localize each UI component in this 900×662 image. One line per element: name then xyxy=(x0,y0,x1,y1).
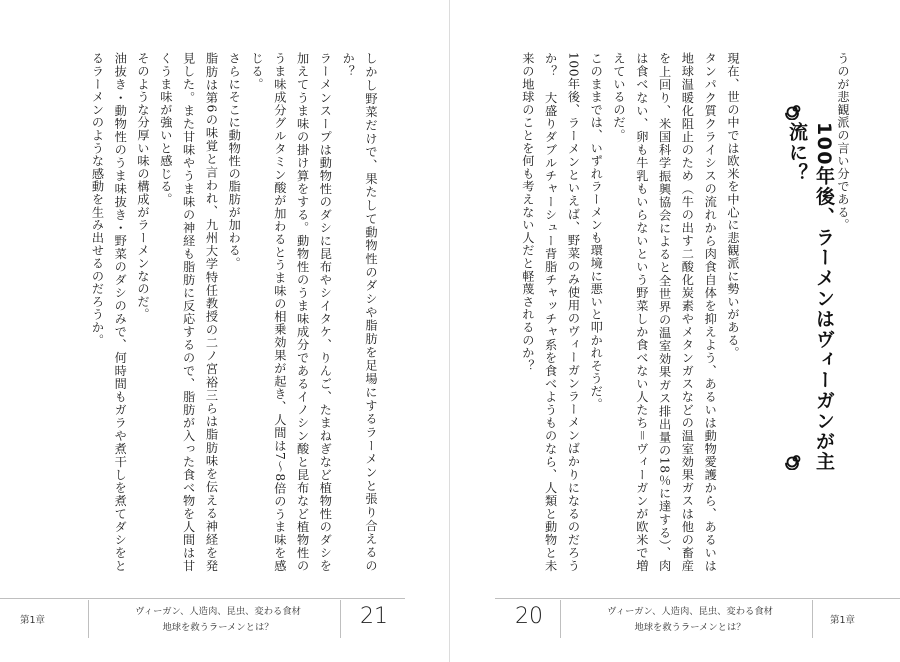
heading-text: 100年後、ラーメンはヴィーガンが主流に？ xyxy=(786,122,835,472)
paragraph: このままでは、いずれラーメンも環境に悪いと叩かれそうだ。 xyxy=(589,52,604,411)
paragraph: タンパク質クライシスの流れから肉食自体を抑えよう、あるいは動物愛護から、あるいは地球温暖化阻止のため（牛の出す二酸化炭素やメタンガスなどの温室効果ガスは他の畜産を上回り、米国科学振興協会によると全世界の温室効果ガス排出量の18％に達する）、肉は食べない、卵も牛乳もいらないという野菜しか食べない人たち＝ヴィーガンが欧米で増えているのだ。 xyxy=(612,52,718,572)
right-body-text xyxy=(512,52,744,572)
paragraph: 現在、世の中では欧米を中心に悲観派に勢いがある。 xyxy=(726,52,740,360)
paragraph: そのような分厚い味の構成がラーメンなのだ。 xyxy=(136,52,151,321)
running-head-line1: ヴィーガン、人造肉、昆虫、変わる食材 xyxy=(607,606,773,617)
running-head-left xyxy=(98,604,338,636)
running-head-line2: 地球を救うラーメンとは？ xyxy=(162,622,274,633)
footer-divider xyxy=(88,600,89,638)
section-heading xyxy=(776,100,835,480)
paragraph: 油抜き・動物性のうま味抜き・野菜のダシのみで、何時間もガラや煮干しを煮てダシをとるラーメンのような感動を生み出せるのだろうか。 xyxy=(90,52,128,572)
running-head-right xyxy=(570,604,810,636)
swirl-icon xyxy=(784,448,806,470)
footer-rule-left xyxy=(0,598,405,599)
page-number-left: 21 xyxy=(360,604,388,629)
paragraph: しかし野菜だけで、果たして動物性のダシや脂肪を足場にするラーメンと張り合えるのか？ xyxy=(341,52,378,572)
paragraph: ラーメンスープは動物性のダシに昆布やシイタケ、りんご、たまねぎなど植物性のダシを加えてうま味の掛け算をする。動物性のうま味成分であるイノシン酸と昆布など植物性のうま味成分グルタミン酸が加わるとうま味の相乗効果が起き、人間は7〜8倍のうま味を感じる。 xyxy=(250,52,333,572)
page-number-right: 20 xyxy=(515,604,543,629)
chapter-label-right: 第1章 xyxy=(830,615,856,626)
paragraph: 100年後、ラーメンといえば、野菜のみ使用のヴィーガンラーメンばかりになるのだろうか？ 大盛りダブルチャーシュー背脂チャッチャ系を食べようものなら、人類と動物と未来の地球のことを何も考えない人だと軽蔑されるのか？ xyxy=(520,52,581,572)
paragraph: 脂肪は第6の味覚と言われ、九州大学特任教授の二ノ宮裕三らは脂肪味を伝える神経を発見した。また甘味やうま味の神経も脂肪に反応するので、脂肪が入った食べ物を人間は甘くうま味が強いと感じる。 xyxy=(158,52,219,572)
footer-divider xyxy=(340,600,341,638)
footer-divider xyxy=(560,600,561,638)
footer-divider xyxy=(812,600,813,638)
left-body-text xyxy=(52,52,382,572)
swirl-icon xyxy=(784,98,806,120)
paragraph: さらにそこに動物性の脂肪が加わる。 xyxy=(227,52,242,270)
running-head-line1: ヴィーガン、人造肉、昆虫、変わる食材 xyxy=(135,606,301,617)
chapter-label-left: 第1章 xyxy=(20,615,46,626)
footer-rule-right xyxy=(495,598,900,599)
paragraph: うのが悲観派の言い分である。 xyxy=(836,52,850,232)
running-head-line2: 地球を救うラーメンとは？ xyxy=(634,622,746,633)
